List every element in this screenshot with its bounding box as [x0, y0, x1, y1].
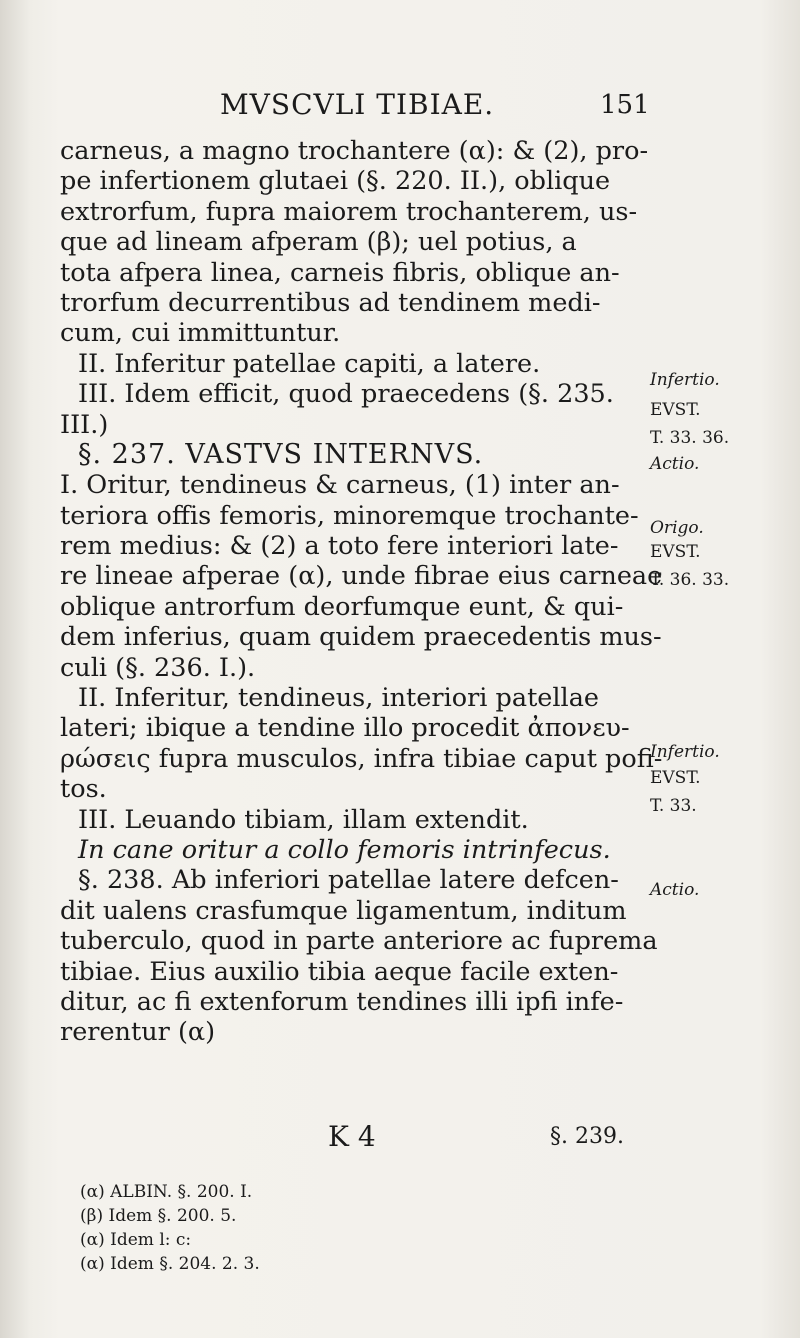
footnotes: [80, 1180, 480, 1276]
text-line: oblique antrorfum deorfumque eunt, & qui-: [60, 591, 624, 622]
text-line: que ad lineam afperam (β); uel potius, a: [60, 227, 577, 258]
text-line: re lineae afperae (α), unde fibrae eius carneae: [60, 561, 663, 592]
text-line: §. 238. Ab inferiori patellae latere defcen-: [78, 865, 619, 896]
margin-note: Infertio.: [650, 370, 720, 390]
margin-note: T. 33. 36.: [650, 428, 730, 448]
text-line: dem inferius, quam quidem praecedentis mus-: [60, 622, 662, 653]
margin-note: EVST.: [650, 768, 701, 788]
catchword: §. 239.: [550, 1124, 624, 1149]
text-line: tota afpera linea, carneis fibris, oblique an-: [60, 257, 620, 288]
margin-note: T. 33.: [650, 796, 697, 816]
margin-note: Actio.: [650, 454, 700, 474]
text-line: In cane oritur a collo femoris intrinfecus.: [78, 834, 611, 865]
text-line: carneus, a magno trochantere (α): & (2), pro-: [60, 136, 649, 166]
margin-note: EVST.: [650, 542, 701, 562]
text-line: ρώσεις fupra musculos, infra tibiae caput pofi-: [60, 743, 663, 774]
text-line: tuberculo, quod in parte anteriore ac fuprema: [60, 926, 658, 957]
text-line: III. Leuando tibiam, illam extendit.: [78, 804, 529, 835]
text-line: teriora offis femoris, minoremque trochante-: [60, 500, 639, 531]
text-line: lateri; ibique a tendine illo procedit ἀπονευ-: [60, 713, 630, 744]
margin-note: T. 36. 33.: [650, 570, 730, 590]
text-line: II. Inferitur patellae capiti, a latere.: [78, 348, 541, 379]
footnote: (β) Idem §. 200. 5.: [80, 1206, 237, 1226]
text-line: extrorfum, fupra maiorem trochanterem, us-: [60, 196, 638, 227]
signature-mark: K 4: [328, 1120, 376, 1153]
text-line: dit ualens crasfumque ligamentum, inditum: [60, 895, 627, 926]
footnote: (α) ALBIN. §. 200. I.: [80, 1182, 253, 1202]
section-heading: §. 237. VASTVS INTERNVS.: [78, 438, 484, 470]
page-header: [60, 88, 660, 128]
margin-note: Origo.: [650, 518, 704, 538]
text-line: III. Idem efficit, quod praecedens (§. 235.: [78, 379, 614, 410]
running-title: MVSCVLI TIBIAE.: [220, 88, 495, 121]
text-line: trorfum decurrentibus ad tendinem medi-: [60, 287, 601, 318]
text-line: pe infertionem glutaei (§. 220. II.), oblique: [60, 166, 611, 197]
text-line: culi (§. 236. I.).: [60, 652, 256, 683]
footnote: (α) Idem l: c:: [80, 1230, 192, 1250]
page-number: 151: [600, 90, 650, 120]
margin-note: Infertio.: [650, 742, 720, 762]
text-line: III.): [60, 409, 109, 440]
signature-row: [60, 1120, 660, 1160]
main-text: [60, 136, 663, 1048]
text-line: II. Inferitur, tendineus, interiori patellae: [78, 683, 600, 714]
footnote: (α) Idem §. 204. 2. 3.: [80, 1254, 260, 1274]
text-line: ditur, ac fi extenforum tendines illi ipfi infe-: [60, 986, 624, 1017]
text-line: rem medius: & (2) a toto fere interiori late-: [60, 531, 619, 562]
text-line: tibiae. Eius auxilio tibia aeque facile exten-: [60, 956, 619, 987]
text-line: tos.: [60, 774, 107, 805]
text-line: rerentur (α): [60, 1017, 216, 1048]
text-line: cum, cui immittuntur.: [60, 318, 341, 349]
text-line: I. Oritur, tendineus & carneus, (1) inter an-: [60, 470, 620, 501]
margin-note: Actio.: [650, 880, 700, 900]
margin-note: EVST.: [650, 400, 701, 420]
